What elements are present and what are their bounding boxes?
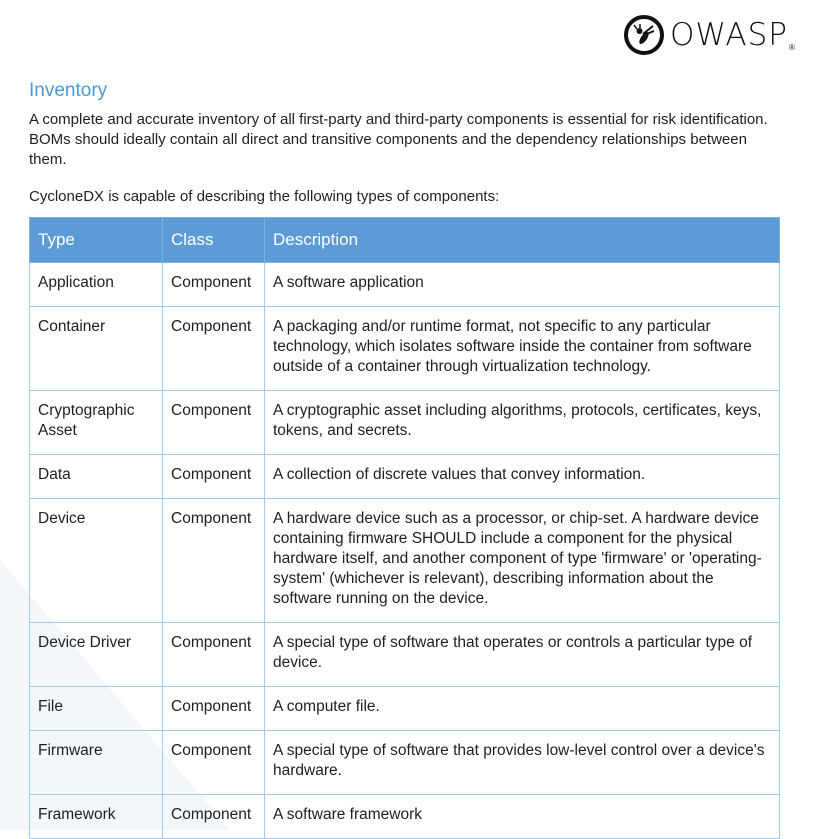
cell-type: Firmware xyxy=(30,731,163,795)
cell-class: Component xyxy=(163,687,265,731)
table-row xyxy=(30,499,780,623)
cell-type: Device Driver xyxy=(30,623,163,687)
table-row xyxy=(30,687,780,731)
table-row xyxy=(30,307,780,391)
cell-description: A hardware device such as a processor, or chip-set. A hardware device containing firmware SHOULD include a component for the physical hardware itself, and another component of type 'firmware' or 'operating-system' (whichever is relevant), describing information about the software running on the device. xyxy=(265,499,780,623)
lead-paragraph: CycloneDX is capable of describing the following types of components: xyxy=(29,188,500,205)
cell-type: Device xyxy=(30,499,163,623)
table-row xyxy=(30,263,780,307)
cell-class: Component xyxy=(163,307,265,391)
cell-description: A special type of software that operates or controls a particular type of device. xyxy=(265,623,780,687)
cell-description: A packaging and/or runtime format, not specific to any particular technology, which isolates software inside the container from software outside of a container through virtualization technology. xyxy=(265,307,780,391)
owasp-logo xyxy=(624,12,795,58)
cell-class: Component xyxy=(163,623,265,687)
cell-class: Component xyxy=(163,731,265,795)
registered-mark: ® xyxy=(788,43,795,52)
cell-description: A special type of software that provides low-level control over a device's hardware. xyxy=(265,731,780,795)
table-row xyxy=(30,623,780,687)
cell-description: A cryptographic asset including algorithms, protocols, certificates, keys, tokens, and secrets. xyxy=(265,391,780,455)
cell-class: Component xyxy=(163,455,265,499)
intro-paragraph: A complete and accurate inventory of all first-party and third-party components is essential for risk identification. BOMs should ideally contain all direct and transitive components and the dependency relationships between them. xyxy=(29,111,768,168)
cell-type: Data xyxy=(30,455,163,499)
cell-description: A software application xyxy=(265,263,780,307)
header-description: Description xyxy=(265,218,780,263)
table-header-row xyxy=(30,218,780,263)
cell-description: A software framework xyxy=(265,795,780,839)
header-type: Type xyxy=(30,218,163,263)
component-types-table xyxy=(29,217,780,839)
cell-description: A collection of discrete values that convey information. xyxy=(265,455,780,499)
table-row xyxy=(30,731,780,795)
logo-wordmark: OWASP xyxy=(670,17,788,53)
cell-type: Container xyxy=(30,307,163,391)
wasp-icon xyxy=(624,15,664,55)
cell-class: Component xyxy=(163,499,265,623)
document-content xyxy=(29,80,780,839)
cell-description: A computer file. xyxy=(265,687,780,731)
cell-class: Component xyxy=(163,263,265,307)
cell-type: File xyxy=(30,687,163,731)
table-row xyxy=(30,795,780,839)
cell-class: Component xyxy=(163,795,265,839)
cell-type: Framework xyxy=(30,795,163,839)
cell-type: Application xyxy=(30,263,163,307)
table-row xyxy=(30,391,780,455)
table-row xyxy=(30,455,780,499)
header-class: Class xyxy=(163,218,265,263)
cell-type: Cryptographic Asset xyxy=(30,391,163,455)
cell-class: Component xyxy=(163,391,265,455)
section-title: Inventory xyxy=(29,80,108,101)
